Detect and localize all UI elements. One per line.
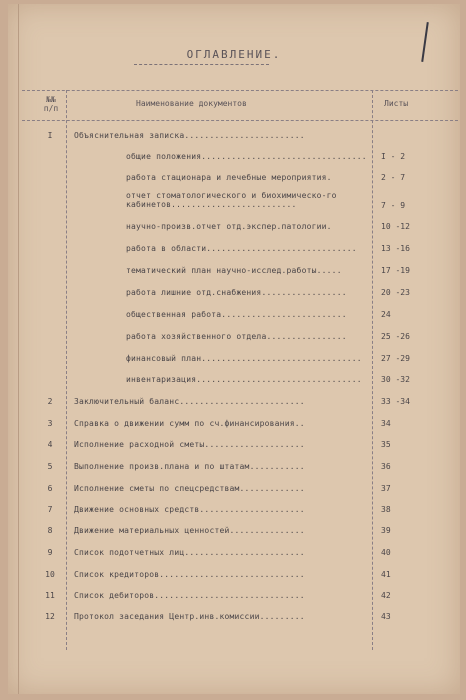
row-sheets: 39 [381,526,391,535]
row-sheets: 42 [381,591,391,600]
row-sheets: I - 2 [381,152,406,161]
table-row [8,505,460,519]
row-num: 3 [47,419,53,428]
row-sheets: 43 [381,612,391,621]
table-row [8,152,460,166]
row-num: 7 [47,505,53,514]
document-title: ОГЛАВЛЕНИЕ. [186,48,282,61]
table-top-rule [22,90,458,91]
row-sheets: 17 -19 [381,266,410,275]
row-description: Список подотчетных лиц........................ [74,548,305,557]
row-description: Исполнение сметы по спецсредствам............. [74,484,305,493]
row-description: Список дебиторов.............................. [74,591,305,600]
title-underline [134,64,269,65]
row-description: общие положения................................. [126,152,367,161]
row-description: финансовый план................................ [126,354,362,363]
row-num: 10 [45,570,55,579]
table-row [8,397,460,411]
row-sheets: 2 - 7 [381,173,406,182]
row-description: Движение материальных ценностей............... [74,526,305,535]
table-row [8,332,460,346]
table-row [8,191,460,215]
row-sheets: 38 [381,505,391,514]
table-row [8,222,460,236]
row-sheets: 7 - 9 [381,201,406,210]
table-row [8,484,460,498]
row-sheets: 25 -26 [381,332,410,341]
table-row [8,244,460,258]
table-row [8,266,460,280]
row-num: 12 [45,612,55,621]
table-row [8,288,460,302]
table-row [8,419,460,433]
header-num: №№ п/п [43,95,59,113]
header-name: Наименование документов [136,99,247,108]
row-description: работа лишние отд.снабжения................. [126,288,347,297]
row-description: Движение основных средств..................... [74,505,305,514]
row-sheets: 13 -16 [381,244,410,253]
row-sheets: 20 -23 [381,288,410,297]
table-row [8,310,460,324]
table-row [8,612,460,626]
table-row [8,354,460,368]
row-num: 2 [47,397,53,406]
row-sheets: 10 -12 [381,222,410,231]
row-description: работа в области.............................. [126,244,357,253]
row-sheets: 27 -29 [381,354,410,363]
row-num: 11 [45,591,55,600]
row-description: Заключительный баланс......................... [74,397,305,406]
table-row [8,440,460,454]
row-description: Объяснительная записка........................ [74,131,305,140]
header-sheets: Листы [384,99,409,108]
row-sheets: 24 [381,310,391,319]
row-description: отчет стоматологического и биохимическо-го кабинетов......................... [126,191,337,209]
row-num: 8 [47,526,53,535]
row-num: 5 [47,462,53,471]
table-header-rule [22,120,458,121]
row-description: Список кредиторов............................. [74,570,305,579]
row-description: тематический план научно-исслед.работы..... [126,266,342,275]
row-description: работа стационара и лечебные мероприятия. [126,173,332,182]
table-row [8,570,460,584]
table-row [8,462,460,476]
row-sheets: 33 -34 [381,397,410,406]
row-sheets: 36 [381,462,391,471]
row-description: работа хозяйственного отдела................ [126,332,347,341]
row-description: Протокол заседания Центр.инв.комиссии......... [74,612,305,621]
document-page [8,4,460,694]
table-row [8,131,460,145]
row-description: Исполнение расходной сметы.................... [74,440,305,449]
row-description: Справка о движении сумм по сч.финансирования.. [74,419,305,428]
table-row [8,591,460,605]
row-sheets: 41 [381,570,391,579]
table-row [8,526,460,540]
table-row [8,375,460,389]
row-sheets: 34 [381,419,391,428]
row-sheets: 40 [381,548,391,557]
row-description: инвентаризация................................. [126,375,362,384]
table-row [8,548,460,562]
row-num: 4 [47,440,53,449]
row-num: I [47,131,53,140]
row-description: научно-произв.отчет отд.экспер.патологии. [126,222,332,231]
row-sheets: 30 -32 [381,375,410,384]
row-description: общественная работа......................... [126,310,347,319]
row-description: Выполнение произв.плана и по штатам........... [74,462,305,471]
table-row [8,173,460,187]
row-sheets: 37 [381,484,391,493]
row-num: 9 [47,548,53,557]
row-sheets: 35 [381,440,391,449]
row-num: 6 [47,484,53,493]
